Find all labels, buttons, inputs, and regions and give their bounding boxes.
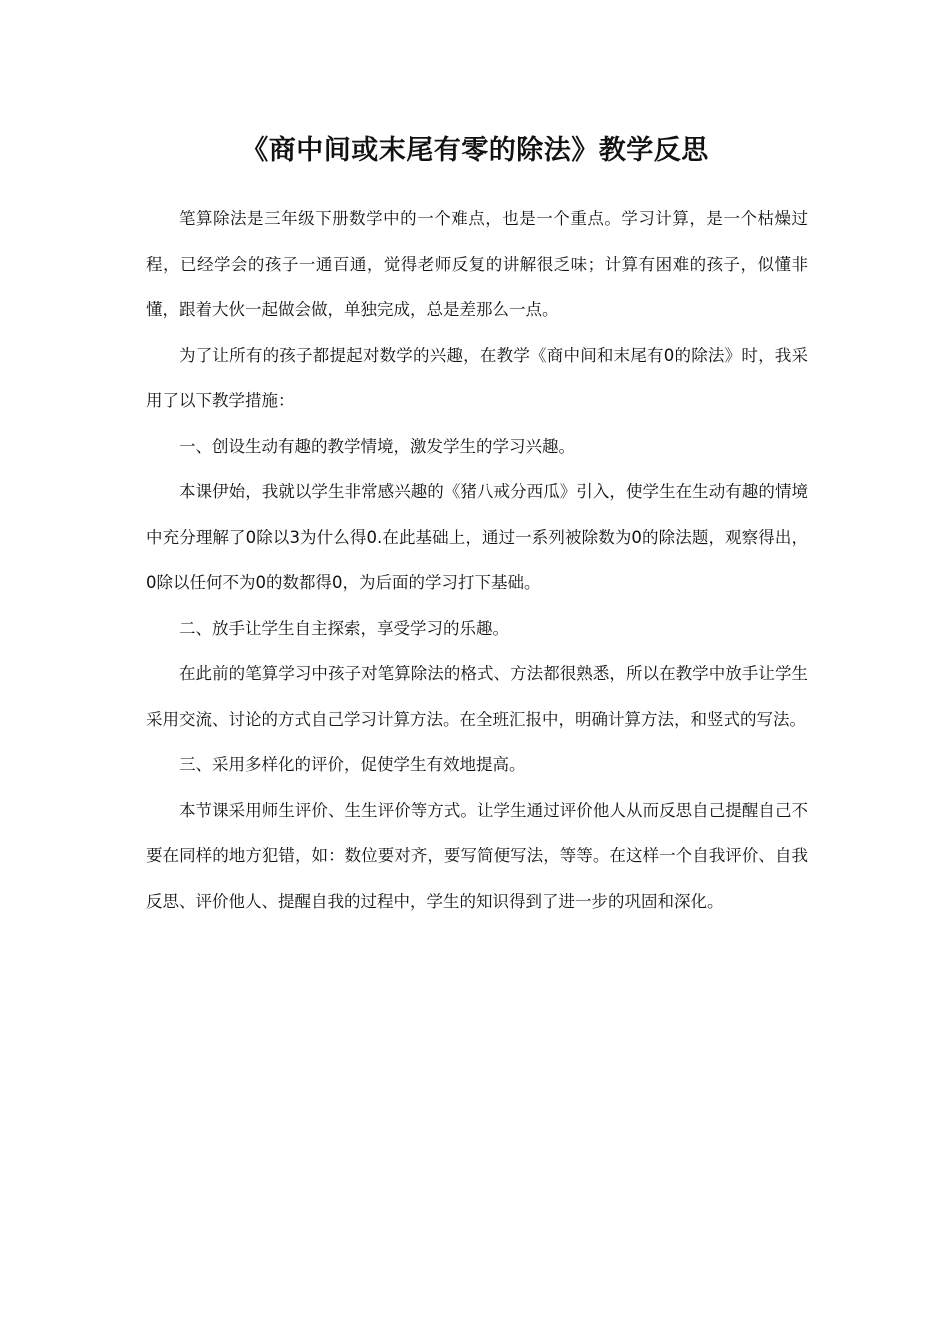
- section-heading-1: 一、创设生动有趣的教学情境，激发学生的学习兴趣。: [179, 436, 575, 456]
- paragraph-measures-intro: 为了让所有的孩子都提起对数学的兴趣，在教学《商中间和末尾有0的除法》时，我采用了以下教学措施：: [146, 345, 808, 410]
- paragraph-section-2: 在此前的笔算学习中孩子对笔算除法的格式、方法都很熟悉，所以在教学中放手让学生采用交流、讨论的方式自己学习计算方法。在全班汇报中，明确计算方法，和竖式的写法。: [146, 664, 808, 729]
- paragraph-intro: 笔算除法是三年级下册数学中的一个难点，也是一个重点。学习计算，是一个枯燥过程，已经学会的孩子一通百通，觉得老师反复的讲解很乏味；计算有困难的孩子，似懂非懂，跟着大伙一起做会做，单独完成，总是差那么一点。: [146, 209, 808, 319]
- paragraph-section-1: 本课伊始，我就以学生非常感兴趣的《猪八戒分西瓜》引入，使学生在生动有趣的情境中充分理解了0除以3为什么得0.在此基础上，通过一系列被除数为0的除法题，观察得出，0除以任何不为0的数都得0，为后面的学习打下基础。: [146, 482, 808, 592]
- document-title: 《商中间或末尾有零的除法》教学反思: [241, 135, 709, 166]
- section-heading-3: 三、采用多样化的评价，促使学生有效地提高。: [179, 755, 526, 774]
- paragraph-section-3: 本节课采用师生评价、生生评价等方式。让学生通过评价他人从而反思自己提醒自己不要在同样的地方犯错，如：数位要对齐，要写简便写法，等等。在这样一个自我评价、自我反思、评价他人、提醒自我的过程中，学生的知识得到了进一步的巩固和深化。: [146, 800, 808, 911]
- section-heading-2: 二、放手让学生自主探索，享受学习的乐趣。: [179, 618, 509, 638]
- document-body: [146, 196, 808, 924]
